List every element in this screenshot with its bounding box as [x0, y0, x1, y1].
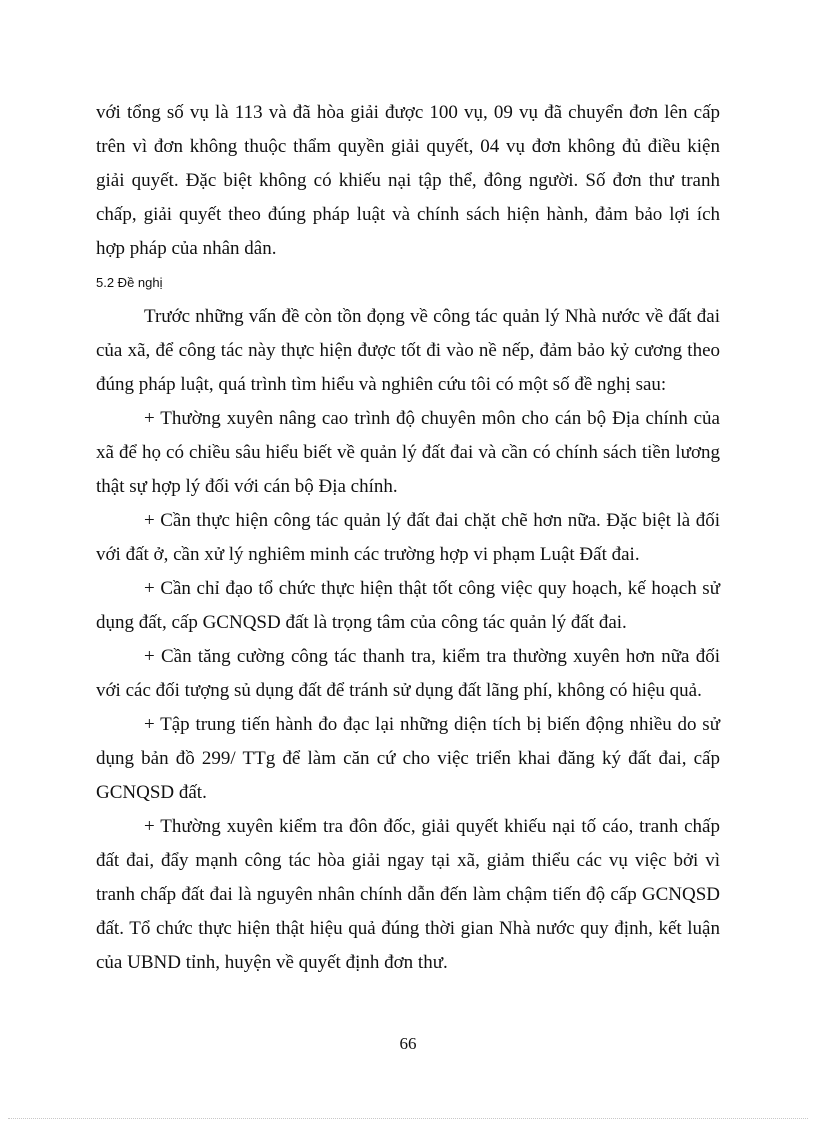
paragraph-continuation: với tổng số vụ là 113 và đã hòa giải được 100 vụ, 09 vụ đã chuyển đơn lên cấp trên vì đơn không thuộc thẩm quyền giải quyết, 04 vụ đơn không đủ điều kiện giải quyết. Đặc biệt không có khiếu nại tập thể, đông người. Số đơn thư tranh chấp, giải quyết theo đúng pháp luật và chính sách hiện hành, đảm bảo lợi ích hợp pháp của nhân dân.	[96, 102, 720, 259]
page-number: 66	[399, 1034, 417, 1053]
section-heading: 5.2 Đề nghị	[96, 275, 163, 290]
footer-divider	[8, 1118, 808, 1119]
recommendation-item: + Tập trung tiến hành đo đạc lại những diện tích bị biến động nhiều do sử dụng bản đồ 299/ TTg để làm căn cứ cho việc triển khai đăng ký đất đai, cấp GCNQSD đất.	[96, 714, 720, 803]
recommendation-item: + Cần thực hiện công tác quản lý đất đai chặt chẽ hơn nữa. Đặc biệt là đối với đất ở, cần xử lý nghiêm minh các trường hợp vi phạm Luật Đất đai.	[96, 510, 720, 565]
paragraph-intro: Trước những vấn đề còn tồn đọng về công tác quản lý Nhà nước về đất đai của xã, để công tác này thực hiện được tốt đi vào nề nếp, đảm bảo kỷ cương theo đúng pháp luật, quá trình tìm hiểu và nghiên cứu tôi có một số đề nghị sau:	[96, 306, 720, 395]
recommendation-item: + Thường xuyên kiểm tra đôn đốc, giải quyết khiếu nại tố cáo, tranh chấp đất đai, đẩy mạnh công tác hòa giải ngay tại xã, giảm thiểu các vụ việc bởi vì tranh chấp đất đai là nguyên nhân chính dẫn đến làm chậm tiến độ cấp GCNQSD đất. Tổ chức thực hiện thật hiệu quả đúng thời gian Nhà nước quy định, kết luận của UBND tỉnh, huyện về quyết định đơn thư.	[96, 816, 720, 973]
recommendation-item: + Cần chỉ đạo tổ chức thực hiện thật tốt công việc quy hoạch, kế hoạch sử dụng đất, cấp GCNQSD đất là trọng tâm của công tác quản lý đất đai.	[96, 578, 720, 633]
body-text	[96, 96, 720, 980]
recommendation-item: + Cần tăng cường công tác thanh tra, kiểm tra thường xuyên hơn nữa đối với các đối tượng sủ dụng đất để tránh sử dụng đất lãng phí, không có hiệu quả.	[96, 646, 720, 701]
recommendation-item: + Thường xuyên nâng cao trình độ chuyên môn cho cán bộ Địa chính của xã để họ có chiều sâu hiểu biết về quản lý đất đai và cần có chính sách tiền lương thật sự hợp lý đối với cán bộ Địa chính.	[96, 408, 720, 497]
